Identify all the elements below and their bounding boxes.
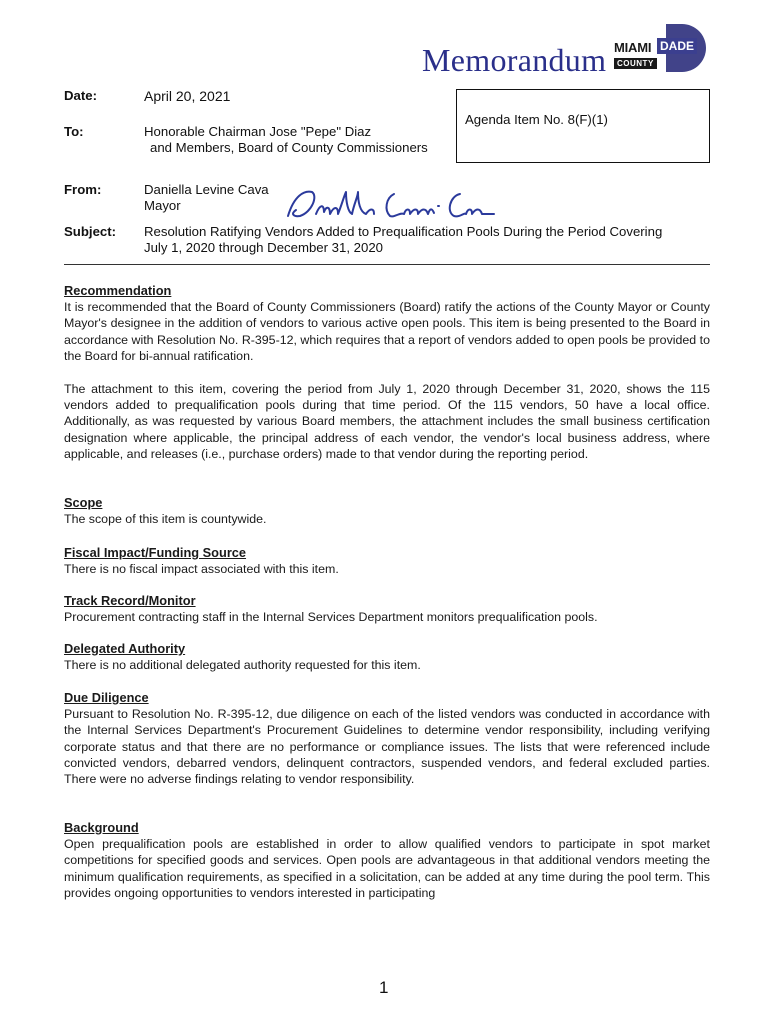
attachment-section xyxy=(64,381,710,462)
date-label: Date: xyxy=(64,88,97,103)
recommendation-section xyxy=(64,283,710,364)
delegated-authority-heading: Delegated Authority xyxy=(64,641,186,656)
fiscal-heading: Fiscal Impact/Funding Source xyxy=(64,545,247,560)
subject-line-2: July 1, 2020 through December 31, 2020 xyxy=(144,240,383,255)
mayor-signature xyxy=(282,186,498,222)
date-value: April 20, 2021 xyxy=(144,88,231,104)
track-record-paragraph: Procurement contracting staff in the Internal Services Department monitors prequalification pools. xyxy=(64,610,598,625)
fiscal-paragraph: There is no fiscal impact associated with this item. xyxy=(64,562,339,577)
recommendation-paragraph-1: It is recommended that the Board of County Commissioners (Board) ratify the actions of the County Mayor or County Mayor's designee in the addition of vendors to various active open pools. This item is being presented to the Board in accordance with Resolution No. R-395-12, which requires that a report of vendors added to open pools be provided to the Board for bi-annual ratification. xyxy=(64,300,710,363)
delegated-authority-paragraph: There is no additional delegated authority requested for this item. xyxy=(64,658,421,673)
memo-title: Memorandum xyxy=(422,42,607,78)
fiscal-section xyxy=(64,545,710,577)
background-heading: Background xyxy=(64,820,139,835)
logo-county-text: COUNTY xyxy=(614,58,657,69)
to-line-2: and Members, Board of County Commissioners xyxy=(150,140,428,155)
due-diligence-heading: Due Diligence xyxy=(64,690,149,705)
subject-label: Subject: xyxy=(64,224,117,239)
track-record-section xyxy=(64,593,710,625)
miami-dade-county-logo xyxy=(610,24,706,72)
logo-dade-text: DADE xyxy=(657,38,697,54)
page-number: 1 xyxy=(379,978,389,997)
background-paragraph: Open prequalification pools are established in order to allow qualified vendors to participate in spot market competitions for specified goods and services. Open pools are advantageous in that additional vendors meeting the minimum qualification requirements, as specified in a solicitation, can be added at any time during the pool term. This provides ongoing opportunities to vendors interested in participating xyxy=(64,837,710,900)
to-label: To: xyxy=(64,124,84,139)
from-title: Mayor xyxy=(144,198,181,213)
from-label: From: xyxy=(64,182,102,197)
due-diligence-section xyxy=(64,690,710,787)
track-record-heading: Track Record/Monitor xyxy=(64,593,196,608)
recommendation-paragraph-2: The attachment to this item, covering the period from July 1, 2020 through December 31, 2020, shows the 115 vendors added to prequalification pools during that time period. Of the 115 vendors, 50 have a local office. Additionally, as was requested by various Board members, the attachment includes the small business certification designation where applicable, the principal address of each vendor, the vendor's local business address, where applicable, and releases (i.e., purchase orders) made to that vendor during the reporting period. xyxy=(64,382,710,461)
subject-line-1: Resolution Ratifying Vendors Added to Prequalification Pools During the Period Covering xyxy=(144,224,663,239)
agenda-item-number: Agenda Item No. 8(F)(1) xyxy=(465,112,608,127)
to-line-1: Honorable Chairman Jose "Pepe" Diaz xyxy=(144,124,372,139)
recommendation-heading: Recommendation xyxy=(64,283,172,298)
background-section xyxy=(64,820,710,901)
logo-miami-text: MIAMI xyxy=(614,40,652,55)
delegated-authority-section xyxy=(64,641,710,673)
scope-paragraph: The scope of this item is countywide. xyxy=(64,512,267,527)
scope-heading: Scope xyxy=(64,495,103,510)
from-name: Daniella Levine Cava xyxy=(144,182,269,197)
scope-section xyxy=(64,495,710,527)
header-divider xyxy=(64,264,710,265)
due-diligence-paragraph: Pursuant to Resolution No. R-395-12, due diligence on each of the listed vendors was conducted in accordance with the Internal Services Department's Procurement Guidelines to determine vendor responsibility, including verifying corporate status and that there are no performance or compliance issues. The lists that were referenced include convicted vendors, debarred vendors, delinquent contractors, suspended vendors, and federal excluded parties. There were no adverse findings relating to vendor responsibility. xyxy=(64,707,710,787)
agenda-item-box xyxy=(456,89,710,163)
